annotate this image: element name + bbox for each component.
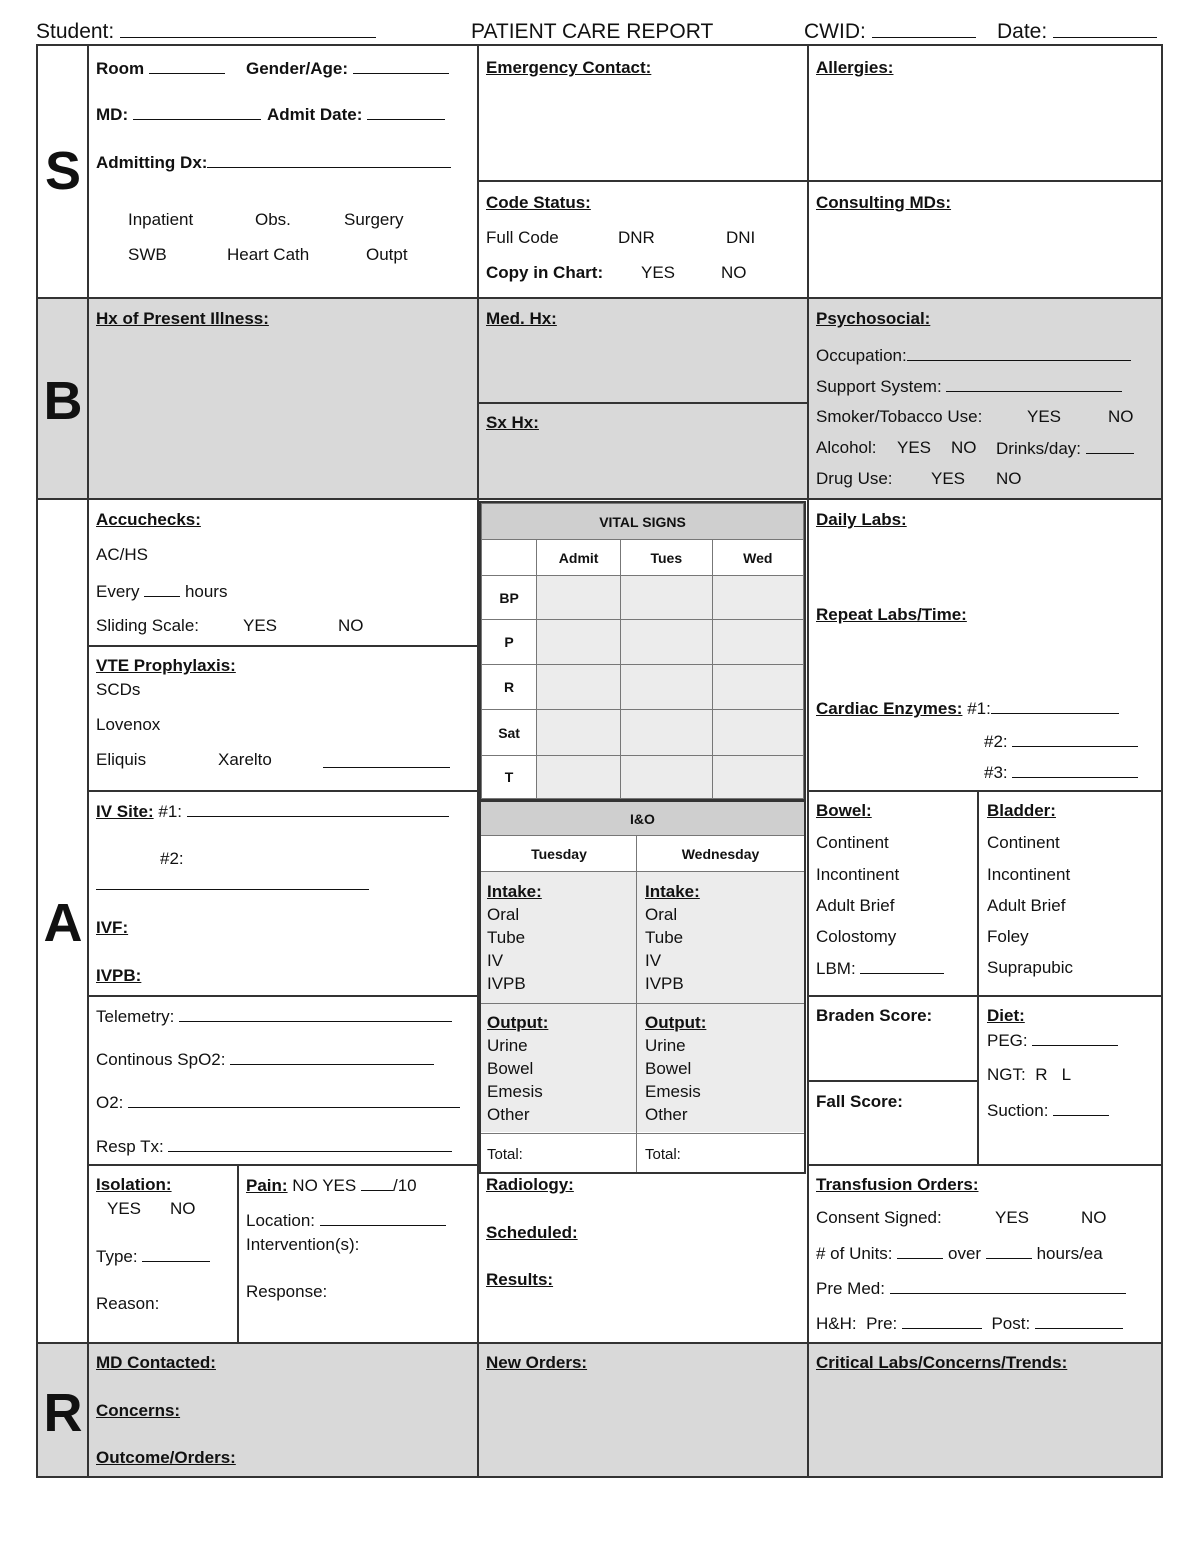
admit-date-label: Admit Date:: [267, 105, 363, 124]
suction-blank[interactable]: [1053, 1100, 1109, 1116]
sliding-scale-yes[interactable]: YES: [243, 616, 278, 635]
bowel-continent[interactable]: Continent: [816, 833, 889, 852]
fall-score-label: Fall Score:: [816, 1092, 903, 1111]
pain-no[interactable]: NO: [292, 1176, 318, 1195]
hh-post-label: Post:: [991, 1314, 1031, 1333]
cwid-label: CWID:: [804, 20, 866, 43]
telemetry-field[interactable]: [96, 1006, 452, 1027]
divider-b-a: [36, 498, 1163, 500]
radiology-label: Radiology:: [486, 1175, 574, 1194]
io-wed-intake-label: Intake:: [645, 882, 700, 901]
vital-p-admit[interactable]: [537, 620, 621, 665]
io-tue-intake: [487, 880, 542, 995]
pain-field[interactable]: [246, 1175, 417, 1196]
copy-in-chart-yes[interactable]: YES: [641, 263, 676, 282]
bowel-incontinent[interactable]: Incontinent: [816, 865, 900, 884]
vital-signs-table: [481, 503, 804, 799]
daily-labs-label: Daily Labs:: [816, 510, 907, 529]
room-label: Room: [96, 59, 145, 78]
support-system-blank[interactable]: [946, 376, 1122, 392]
option-lovenox[interactable]: Lovenox: [96, 715, 161, 734]
smoker-no[interactable]: NO: [1108, 407, 1134, 426]
io-wed-output: [645, 1011, 706, 1126]
admit-date-field[interactable]: [267, 104, 445, 125]
date-field[interactable]: [997, 20, 1157, 44]
bladder-continent[interactable]: Continent: [987, 833, 1060, 852]
io-tue-output-label: Output:: [487, 1013, 549, 1032]
ngt-field[interactable]: [987, 1065, 1071, 1085]
column2-divider: [807, 44, 809, 1478]
o2-field[interactable]: [96, 1092, 460, 1113]
vital-row-t: T: [482, 756, 537, 799]
cardiac-enzymes-label: Cardiac Enzymes:: [816, 699, 963, 718]
ngt-label: NGT:: [987, 1065, 1026, 1084]
vital-sat-admit[interactable]: [537, 710, 621, 756]
vital-bp-wed[interactable]: [712, 576, 803, 620]
section-letter-r: R: [43, 1383, 83, 1443]
io-tue-total[interactable]: Total:: [487, 1146, 523, 1163]
units-field[interactable]: [816, 1243, 1103, 1264]
units-blank[interactable]: [897, 1243, 943, 1259]
hours-blank[interactable]: [986, 1243, 1032, 1259]
isolation-no[interactable]: NO: [170, 1199, 196, 1218]
peg-label: PEG:: [987, 1031, 1028, 1050]
vital-row-r: R: [482, 665, 537, 710]
sliding-scale-label: Sliding Scale:: [96, 616, 200, 635]
consent-signed-label: Consent Signed:: [816, 1208, 942, 1227]
pain-scale-blank[interactable]: [361, 1175, 393, 1191]
consent-signed-no[interactable]: NO: [1081, 1208, 1107, 1227]
resp-tx-blank[interactable]: [168, 1136, 452, 1152]
bowel-colostomy[interactable]: Colostomy: [816, 927, 897, 946]
io-tue-urine[interactable]: Urine: [487, 1036, 528, 1055]
io-wed-iv[interactable]: IV: [645, 951, 662, 970]
io-wed-tube[interactable]: Tube: [645, 928, 684, 947]
smoker-yes[interactable]: YES: [1027, 407, 1062, 426]
io-wed-oral[interactable]: Oral: [645, 905, 678, 924]
hh-pre-label: Pre:: [866, 1314, 898, 1333]
pre-med-field[interactable]: [816, 1278, 1126, 1299]
isolation-reason-label: Reason:: [96, 1294, 160, 1313]
pain-location-label: Location:: [246, 1211, 315, 1230]
sliding-scale-no[interactable]: NO: [338, 616, 364, 635]
option-xarelto[interactable]: Xarelto: [218, 750, 272, 769]
gender-age-label: Gender/Age:: [246, 59, 349, 78]
critical-labs-label: Critical Labs/Concerns/Trends:: [816, 1353, 1068, 1372]
code-status-label: Code Status:: [486, 193, 591, 212]
cardiac-enzymes-1-label: #1:: [967, 699, 991, 718]
vital-col-tues: Tues: [621, 540, 712, 576]
diet-label: Diet:: [987, 1006, 1025, 1025]
room-blank[interactable]: [149, 58, 225, 74]
continous-spo2-field[interactable]: [96, 1049, 434, 1070]
copy-in-chart-label: Copy in Chart:: [486, 263, 604, 282]
gender-age-field[interactable]: [246, 58, 449, 79]
telemetry-blank[interactable]: [179, 1006, 452, 1022]
ivpb-label: IVPB:: [96, 966, 142, 985]
md-field[interactable]: [96, 104, 261, 125]
every-blank[interactable]: [144, 581, 180, 597]
io-wed-bowel[interactable]: Bowel: [645, 1059, 692, 1078]
io-wed-output-label: Output:: [645, 1013, 707, 1032]
iv-site-1-blank[interactable]: [187, 801, 449, 817]
section-letter-b: B: [43, 371, 83, 431]
vital-sat-tues[interactable]: [621, 710, 712, 756]
vital-r-tues[interactable]: [621, 665, 712, 710]
units-label: # of Units:: [816, 1244, 893, 1263]
io-day-tuesday: Tuesday: [531, 846, 587, 862]
vital-sat-wed[interactable]: [712, 710, 803, 756]
bladder-foley[interactable]: Foley: [987, 927, 1029, 946]
io-tue-tube[interactable]: Tube: [487, 928, 526, 947]
bladder-adult-brief[interactable]: Adult Brief: [987, 896, 1066, 915]
continous-spo2-blank[interactable]: [230, 1049, 434, 1065]
admitting-dx-label: Admitting Dx:: [96, 153, 208, 172]
drug-use-yes[interactable]: YES: [931, 469, 966, 488]
vital-r-wed[interactable]: [712, 665, 803, 710]
over-label: over: [948, 1244, 982, 1263]
suction-label: Suction:: [987, 1101, 1049, 1120]
alcohol-no[interactable]: NO: [951, 438, 977, 457]
accuchecks-label: Accuchecks:: [96, 510, 201, 529]
option-swb[interactable]: SWB: [128, 245, 167, 264]
divider-bowel-bladder: [977, 790, 979, 1164]
divider-medhx-sxhx: [477, 402, 807, 404]
cardiac-enzymes-3-blank[interactable]: [1012, 762, 1138, 778]
io-title: I&O: [481, 802, 804, 836]
io-tue-emesis[interactable]: Emesis: [487, 1082, 543, 1101]
telemetry-label: Telemetry:: [96, 1007, 175, 1026]
letter-column-divider: [87, 44, 89, 1478]
results-label: Results:: [486, 1270, 554, 1289]
drinks-day-label: Drinks/day:: [996, 439, 1082, 458]
md-blank[interactable]: [133, 104, 261, 120]
suction-field[interactable]: [987, 1100, 1109, 1121]
iv-site-1-label: #1:: [158, 802, 182, 821]
io-tue-bowel[interactable]: Bowel: [487, 1059, 534, 1078]
pre-med-blank[interactable]: [890, 1278, 1126, 1294]
io-tue-output: [487, 1011, 548, 1126]
copy-in-chart-no[interactable]: NO: [721, 263, 747, 282]
iv-site-2-label: #2:: [160, 849, 184, 868]
continous-spo2-label: Continous SpO2:: [96, 1050, 226, 1069]
hh-post-blank[interactable]: [1035, 1313, 1123, 1329]
pain-location-blank[interactable]: [320, 1210, 446, 1226]
vital-signs-corner: [482, 540, 537, 576]
student-field[interactable]: [36, 20, 376, 44]
occupation-blank[interactable]: [907, 345, 1131, 361]
new-orders-label: New Orders:: [486, 1353, 588, 1372]
emergency-contact-label: Emergency Contact:: [486, 58, 652, 77]
isolation-label: Isolation:: [96, 1175, 172, 1194]
bowel-adult-brief[interactable]: Adult Brief: [816, 896, 895, 915]
admitting-dx-blank[interactable]: [207, 152, 451, 168]
cardiac-enzymes-2-blank[interactable]: [1012, 731, 1138, 747]
isolation-type-field[interactable]: [96, 1246, 210, 1267]
support-system-field[interactable]: [816, 376, 1122, 397]
pain-response-label: Response:: [246, 1282, 328, 1301]
room-field[interactable]: [96, 58, 225, 79]
vital-col-wed: Wed: [712, 540, 803, 576]
pain-yes[interactable]: YES: [322, 1176, 357, 1195]
option-ac-hs[interactable]: AC/HS: [96, 545, 148, 564]
vital-bp-admit[interactable]: [537, 576, 621, 620]
consulting-mds-label: Consulting MDs:: [816, 193, 952, 212]
cwid-blank[interactable]: [872, 22, 976, 38]
vte-other-blank[interactable]: [323, 752, 450, 768]
io-column-divider: [636, 836, 637, 1172]
page-title: PATIENT CARE REPORT: [471, 20, 714, 43]
io-tue-ivpb[interactable]: IVPB: [487, 974, 526, 993]
alcohol-yes[interactable]: YES: [897, 438, 932, 457]
vital-p-tues[interactable]: [621, 620, 712, 665]
option-eliquis[interactable]: Eliquis: [96, 750, 147, 769]
cardiac-enzymes-field[interactable]: [816, 698, 1119, 719]
drug-use-label: Drug Use:: [816, 469, 893, 488]
option-full-code[interactable]: Full Code: [486, 228, 559, 247]
vital-t-wed[interactable]: [712, 756, 803, 799]
every-hours-field[interactable]: [96, 581, 227, 602]
every-label: Every: [96, 582, 140, 601]
divider-a-r: [36, 1342, 1163, 1344]
io-wed-ivpb[interactable]: IVPB: [645, 974, 684, 993]
vital-r-admit[interactable]: [537, 665, 621, 710]
option-surgery[interactable]: Surgery: [344, 210, 404, 229]
ivf-label: IVF:: [96, 918, 129, 937]
bladder-incontinent[interactable]: Incontinent: [987, 865, 1071, 884]
vital-col-admit: Admit: [537, 540, 621, 576]
vte-prophylaxis-label: VTE Prophylaxis:: [96, 656, 236, 675]
bowel-label: Bowel:: [816, 801, 872, 820]
option-heart-cath[interactable]: Heart Cath: [227, 245, 310, 264]
divider-fall-transfusion: [807, 1164, 1163, 1166]
repeat-labs-label: Repeat Labs/Time:: [816, 605, 967, 624]
io-tue-other[interactable]: Other: [487, 1105, 530, 1124]
cwid-field[interactable]: [804, 20, 976, 44]
divider-s-b: [36, 297, 1163, 299]
option-obs[interactable]: Obs.: [255, 210, 291, 229]
divider-vte-iv: [87, 790, 477, 792]
divider-isolation-pain: [237, 1164, 239, 1342]
io-total-divider: [481, 1133, 804, 1134]
divider-s-right: [477, 180, 1163, 182]
io-tue-iv[interactable]: IV: [487, 951, 504, 970]
ngt-r[interactable]: R: [1035, 1065, 1048, 1084]
lbm-blank[interactable]: [860, 958, 944, 974]
io-tue-intake-label: Intake:: [487, 882, 542, 901]
option-outpt[interactable]: Outpt: [366, 245, 408, 264]
lbm-field[interactable]: [816, 958, 944, 979]
date-blank[interactable]: [1053, 22, 1157, 38]
concerns-label: Concerns:: [96, 1401, 181, 1420]
io-wed-emesis[interactable]: Emesis: [645, 1082, 701, 1101]
io-day-wednesday: Wednesday: [681, 846, 760, 862]
divider-telemetry-isolation: [87, 1164, 477, 1166]
vital-t-admit[interactable]: [537, 756, 621, 799]
alcohol-label: Alcohol:: [816, 438, 877, 457]
outcome-orders-label: Outcome/Orders:: [96, 1448, 236, 1467]
isolation-type-blank[interactable]: [142, 1246, 210, 1262]
hh-label: H&H:: [816, 1314, 857, 1333]
drinks-day-blank[interactable]: [1086, 438, 1134, 454]
hx-present-illness-label: Hx of Present Illness:: [96, 309, 269, 328]
io-wed-other[interactable]: Other: [645, 1105, 688, 1124]
divider-iv-telemetry: [87, 995, 477, 997]
student-blank[interactable]: [120, 22, 376, 38]
vital-signs-title: VITAL SIGNS: [482, 504, 804, 540]
support-system-label: Support System:: [816, 377, 942, 396]
hours-label: hours: [184, 582, 228, 601]
iv-site-field[interactable]: [96, 801, 449, 822]
braden-score-label: Braden Score:: [816, 1006, 933, 1025]
pain-scale-label: /10: [392, 1176, 417, 1195]
divider-labs-bowel: [807, 790, 1163, 792]
option-inpatient[interactable]: Inpatient: [128, 210, 194, 229]
io-tue-oral[interactable]: Oral: [487, 905, 520, 924]
med-hx-label: Med. Hx:: [486, 309, 557, 328]
cardiac-enzymes-3-field[interactable]: [984, 762, 1138, 783]
o2-label: O2:: [96, 1093, 124, 1112]
cardiac-enzymes-2-label: #2:: [984, 732, 1008, 751]
gender-age-blank[interactable]: [353, 58, 449, 74]
md-contacted-label: MD Contacted:: [96, 1353, 216, 1372]
io-wed-intake: [645, 880, 700, 995]
vital-row-bp: BP: [482, 576, 537, 620]
io-wed-total[interactable]: Total:: [645, 1146, 681, 1163]
iv-site-label: IV Site:: [96, 802, 154, 821]
admitting-dx-field[interactable]: [96, 152, 451, 173]
hours-ea-label: hours/ea: [1036, 1244, 1103, 1263]
consent-signed-yes[interactable]: YES: [995, 1208, 1030, 1227]
scheduled-label: Scheduled:: [486, 1223, 578, 1242]
peg-blank[interactable]: [1032, 1030, 1118, 1046]
cardiac-enzymes-1-blank[interactable]: [991, 698, 1119, 714]
md-label: MD:: [96, 105, 129, 124]
vital-row-sat: Sat: [482, 710, 537, 756]
bladder-suprapubic[interactable]: Suprapubic: [987, 958, 1074, 977]
isolation-yes[interactable]: YES: [107, 1199, 142, 1218]
vital-row-p: P: [482, 620, 537, 665]
pain-label: Pain:: [246, 1176, 288, 1195]
date-label: Date:: [997, 20, 1048, 43]
transfusion-orders-label: Transfusion Orders:: [816, 1175, 979, 1194]
isolation-type-label: Type:: [96, 1247, 138, 1266]
ngt-l[interactable]: L: [1061, 1065, 1072, 1084]
cardiac-enzymes-2-field[interactable]: [984, 731, 1138, 752]
smoker-label: Smoker/Tobacco Use:: [816, 407, 983, 426]
io-intake-output-divider: [481, 1003, 804, 1004]
resp-tx-label: Resp Tx:: [96, 1137, 164, 1156]
lbm-label: LBM:: [816, 959, 856, 978]
drinks-day-field[interactable]: [996, 438, 1134, 459]
hh-pre-blank[interactable]: [902, 1313, 982, 1329]
pain-interventions-label: Intervention(s):: [246, 1235, 360, 1254]
hh-field[interactable]: [816, 1313, 1123, 1334]
o2-blank[interactable]: [128, 1092, 460, 1108]
vital-p-wed[interactable]: [712, 620, 803, 665]
pre-med-label: Pre Med:: [816, 1279, 885, 1298]
io-wed-urine[interactable]: Urine: [645, 1036, 686, 1055]
bladder-label: Bladder:: [987, 801, 1056, 820]
iv-site-2-blank[interactable]: [96, 874, 369, 890]
psychosocial-label: Psychosocial:: [816, 309, 931, 328]
admit-date-blank[interactable]: [367, 104, 445, 120]
divider-bowel-braden: [807, 995, 1163, 997]
section-letter-a: A: [43, 893, 83, 953]
peg-field[interactable]: [987, 1030, 1118, 1051]
drug-use-no[interactable]: NO: [996, 469, 1022, 488]
occupation-field[interactable]: [816, 345, 1131, 366]
allergies-label: Allergies:: [816, 58, 894, 77]
option-dnr[interactable]: DNR: [618, 228, 655, 247]
sx-hx-label: Sx Hx:: [486, 413, 539, 432]
occupation-label: Occupation:: [816, 346, 907, 365]
divider-accuchecks-vte: [87, 645, 477, 647]
resp-tx-field[interactable]: [96, 1136, 452, 1157]
vital-bp-tues[interactable]: [621, 576, 712, 620]
vital-t-tues[interactable]: [621, 756, 712, 799]
divider-braden-fall: [807, 1080, 978, 1082]
option-scds[interactable]: SCDs: [96, 680, 141, 699]
student-label: Student:: [36, 20, 115, 43]
option-dni[interactable]: DNI: [726, 228, 756, 247]
pain-location-field[interactable]: [246, 1210, 446, 1231]
section-letter-s: S: [44, 141, 82, 201]
cardiac-enzymes-3-label: #3:: [984, 763, 1008, 782]
